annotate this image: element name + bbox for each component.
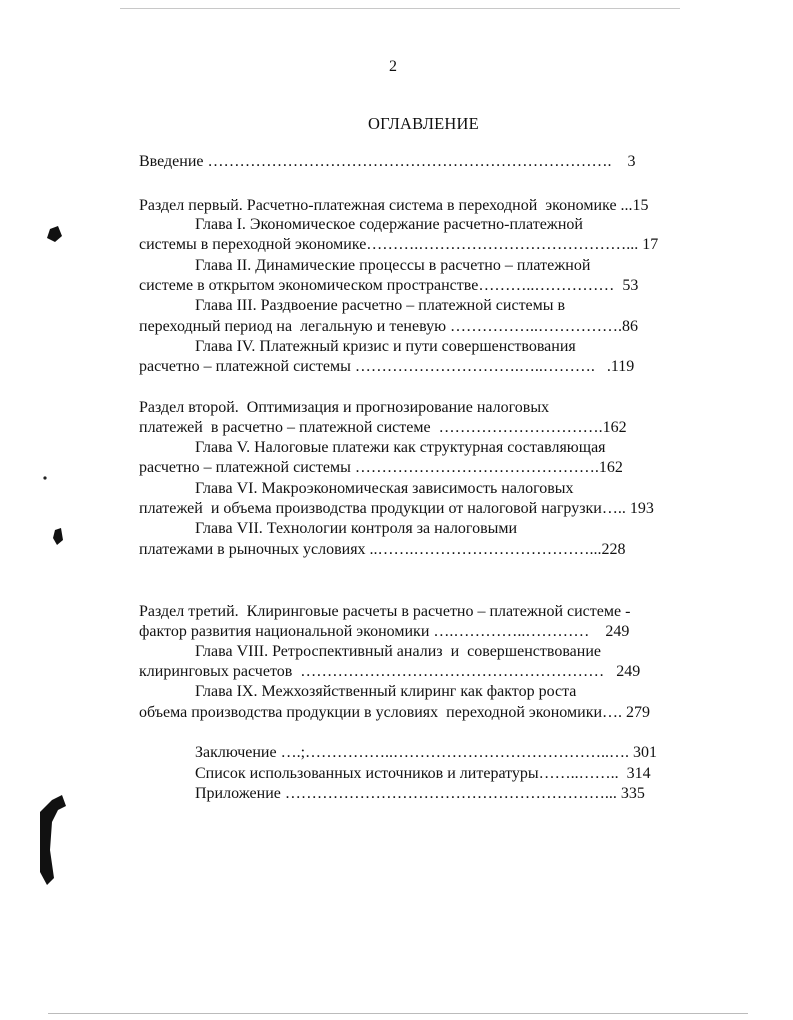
chapter-2-line2: системе в открытом экономическом пространстве………..…………… 53 xyxy=(139,277,639,294)
toc-title: ОГЛАВЛЕНИЕ xyxy=(368,114,479,133)
chapter-5-line2: расчетно – платежной системы ……………………………………….162 xyxy=(139,459,623,476)
chapter-4-line2: расчетно – платежной системы ………………………….…..………. .119 xyxy=(139,358,635,375)
chapter-5-line1: Глава V. Налоговые платежи как структурная составляющая xyxy=(195,439,606,456)
page-number: 2 xyxy=(389,58,397,75)
chapter-1-line1: Глава I. Экономическое содержание расчетно-платежной xyxy=(195,216,583,233)
section-3-heading-line1: Раздел третий. Клиринговые расчеты в расчетно – платежной системе - xyxy=(139,603,631,620)
chapter-2-line1: Глава II. Динамические процессы в расчетно – платежной xyxy=(195,257,591,274)
toc-entry-appendix: Приложение ……………………………………………………... 335 xyxy=(195,785,645,802)
chapter-3-line2: переходный период на легальную и теневую ……………..…………….86 xyxy=(139,318,639,335)
section-1-heading: Раздел первый. Расчетно-платежная система в переходной экономике ...15 xyxy=(139,197,649,214)
chapter-8-line2: клиринговых расчетов ………………………………………………… 249 xyxy=(139,663,641,680)
chapter-9-line1: Глава IX. Межхозяйственный клиринг как фактор роста xyxy=(195,683,577,700)
chapter-4-line1: Глава IV. Платежный кризис и пути совершенствования xyxy=(195,338,576,355)
chapter-6-line2: платежей и объема производства продукции от налоговой нагрузки….. 193 xyxy=(139,500,654,517)
toc-entry-conclusion: Заключение ….;……………..…………………………………..…. 301 xyxy=(195,744,658,761)
binder-mark-1 xyxy=(47,226,62,242)
section-2-heading-line2: платежей в расчетно – платежной системе ………………………….162 xyxy=(139,419,627,436)
toc-entry-references: Список использованных источников и литературы……..…….. 314 xyxy=(195,765,651,782)
section-3-heading-line2: фактор развития национальной экономики ….…………..………… 249 xyxy=(139,623,630,640)
scan-edge-bottom xyxy=(48,1013,748,1014)
chapter-7-line1: Глава VII. Технологии контроля за налоговыми xyxy=(195,520,518,537)
chapter-8-line1: Глава VIII. Ретроспективный анализ и совершенствование xyxy=(195,643,601,660)
chapter-6-line1: Глава VI. Макроэкономическая зависимость налоговых xyxy=(195,480,574,497)
binder-mark-2 xyxy=(53,528,63,545)
chapter-7-line2: платежами в рыночных условиях ..…….……………………………...228 xyxy=(139,541,626,558)
chapter-1-line2: системы в переходной экономике……….…………………………………... 17 xyxy=(139,236,659,253)
section-2-heading-line1: Раздел второй. Оптимизация и прогнозирование налоговых xyxy=(139,399,550,416)
speck xyxy=(43,476,46,479)
toc-entry-intro: Введение …………………………………………………………………. 3 xyxy=(139,153,636,170)
chapter-3-line1: Глава III. Раздвоение расчетно – платежной системы в xyxy=(195,297,566,314)
chapter-9-line2: объема производства продукции в условиях переходной экономики…. 279 xyxy=(139,704,651,721)
binder-mark-3 xyxy=(40,795,66,885)
